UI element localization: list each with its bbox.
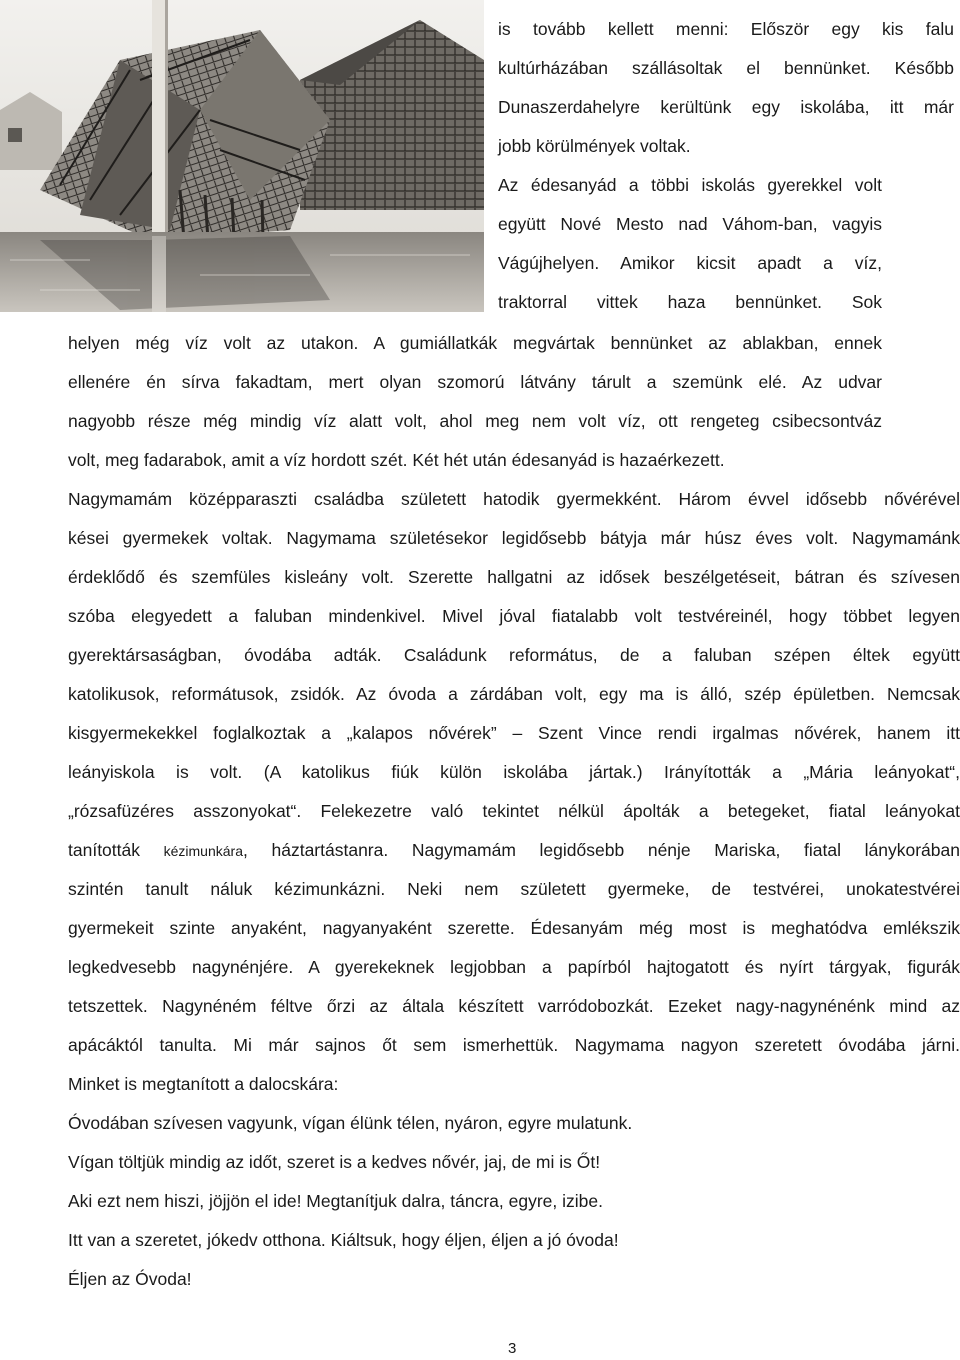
body-line: érdeklődő és szemfüles kisleány volt. Szerette hallgatni az idősek beszélgetéseit, bátran és szívesen	[68, 567, 960, 587]
body-line: szóba elegyedett a faluban mindenkivel. Mivel jóval fiatalabb volt testvéreinél, hogy többet legyen	[68, 606, 960, 626]
body-line: volt, meg fadarabok, amit a víz hordott szét. Két hét után édesanyád is hazaérkezett.	[68, 450, 725, 470]
body-line: gyermekeit szinte anyaként, nagyanyaként szerette. Édesanyám még most is meghatódva emlékszik	[68, 918, 960, 938]
body-line: nagyobb része még mindig víz alatt volt, ahol meg nem volt víz, ott rengeteg csibecsontváz	[68, 411, 882, 431]
flood-photo	[0, 0, 484, 312]
body-line: kisgyermekekkel foglalkoztak a „kalapos nővérek” – Szent Vince rendi irgalmas nővérek, hanem itt	[68, 723, 960, 743]
body-line: kései gyermekek voltak. Nagymama születésekor legidősebb bátyja már húsz éves volt. Nagymamánk	[68, 528, 960, 548]
body-line: Nagymamám középparaszti családba született hatodik gyermekként. Három évvel idősebb nővérével	[68, 489, 960, 509]
body-line: legkedvesebb nagynénjére. A gyerekeknek legjobban a papírból hajtogatott és nyírt tárgyak, figurák	[68, 957, 960, 977]
body-line	[68, 831, 960, 870]
side-line: jobb körülmények voltak.	[498, 136, 691, 156]
body-line: helyen még víz volt az utakon. A gumiállatkák megvártak bennünket az ablakban, ennek	[68, 333, 882, 353]
body-line: katolikusok, reformátusok, zsidók. Az óvoda a zárdában volt, egy ma is álló, szép épületben. Nemcsak	[68, 684, 960, 704]
body-line: gyerektársaságban, óvodába adták. Családunk református, de a faluban szépen éltek együtt	[68, 645, 960, 665]
poem-line: Aki ezt nem hiszi, jöjjön el ide! Megtanítjuk dalra, táncra, egyre, izibe.	[68, 1191, 603, 1211]
body-text: tanították	[68, 840, 164, 860]
flood-photo-image	[0, 0, 484, 312]
body-text: , háztartástanra. Nagymamám legidősebb nénje Mariska, fiatal lánykorában	[243, 840, 960, 860]
side-line: együtt Nové Mesto nad Váhom-ban, vagyis	[498, 214, 882, 234]
body-line: leányiskola is volt. (A katolikus fiúk külön iskolába jártak.) Irányították a „Mária leányokat“,	[68, 762, 960, 782]
body-line: Minket is megtanított a dalocskára:	[68, 1074, 339, 1094]
poem-line: Itt van a szeretet, jókedv otthona. Kiáltsuk, hogy éljen, éljen a jó óvoda!	[68, 1230, 619, 1250]
side-line: is tovább kellett menni: Először egy kis falu	[498, 19, 954, 39]
body-line: tetszettek. Nagynéném féltve őrzi az általa készített varródobozkát. Ezeket nagy-nagynénénk mind az	[68, 996, 960, 1016]
side-line: kultúrházában szállásoltak el bennünket. Később	[498, 58, 954, 78]
body-line: szintén tanult náluk kézimunkázni. Neki nem született gyermeke, de testvérei, unokatestvérei	[68, 879, 960, 899]
body-line: apácáktól tanulta. Mi már sajnos őt sem ismerhettük. Nagymama nagyon szeretett óvodába járni.	[68, 1035, 960, 1055]
poem-line: Vígan töltjük mindig az időt, szeret is a kedves nővér, jaj, de mi is Őt!	[68, 1152, 601, 1172]
side-line: Vágújhelyen. Amikor kicsit apadt a víz,	[498, 253, 882, 273]
side-line: Az édesanyád a többi iskolás gyerekkel volt	[498, 175, 882, 195]
poem-line: Éljen az Óvoda!	[68, 1269, 192, 1289]
body-text-small: kézimunkára	[163, 843, 243, 859]
body-line: „rózsafüzéres asszonyokat“. Felekezetre való tekintet nélkül ápolták a betegeket, fiatal leányokat	[68, 801, 960, 821]
page-number: 3	[508, 1340, 517, 1357]
body-line: ellenére én sírva fakadtam, mert olyan szomorú látvány tárult a szemünk elé. Az udvar	[68, 372, 882, 392]
poem-line: Óvodában szívesen vagyunk, vígan élünk télen, nyáron, egyre mulatunk.	[68, 1113, 633, 1133]
side-line: traktorral vittek haza bennünket. Sok	[498, 292, 882, 312]
side-line: Dunaszerdahelyre kerültünk egy iskolába, itt már	[498, 97, 954, 117]
